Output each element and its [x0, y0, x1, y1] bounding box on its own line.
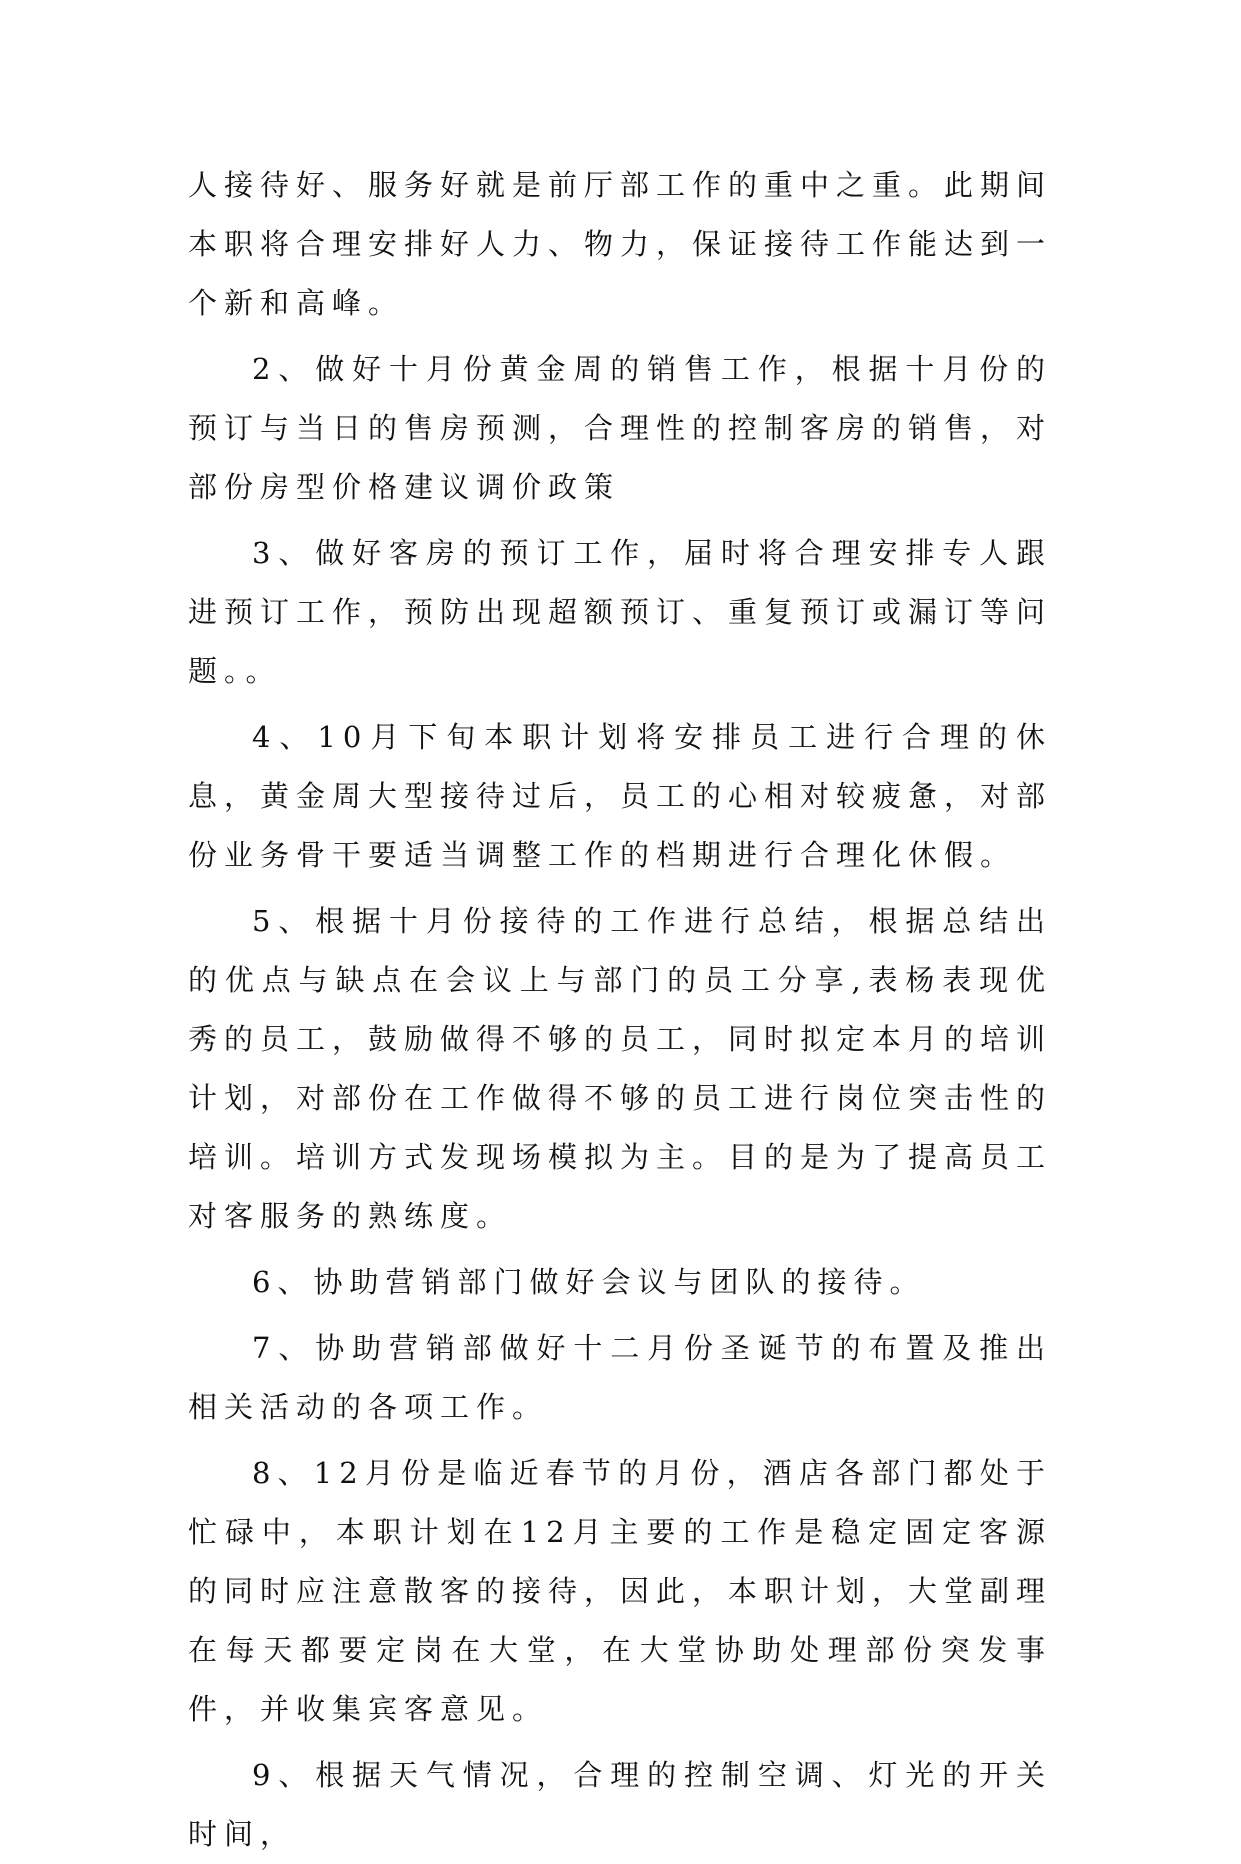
paragraph-continuation: 人接待好、服务好就是前厅部工作的重中之重。此期间本职将合理安排好人力、物力，保证接待工作能达到一个新和高峰。	[188, 168, 1053, 320]
paragraph-item-3: 3、做好客房的预订工作，届时将合理安排专人跟进预订工作，预防出现超额预订、重复预订或漏订等问题。。	[188, 536, 1053, 688]
paragraph-item-2: 2、做好十月份黄金周的销售工作，根据十月份的预订与当日的售房预测，合理性的控制客房的销售，对部份房型价格建议调价政策	[188, 352, 1053, 504]
paragraph-item-9: 9、根据天气情况，合理的控制空调、灯光的开关时间，	[188, 1758, 1052, 1851]
paragraph-item-7: 7、协助营销部做好十二月份圣诞节的布置及推出相关活动的各项工作。	[188, 1331, 1052, 1424]
document-body	[188, 156, 1052, 1864]
paragraph-item-4: 4、10月下旬本职计划将安排员工进行合理的休息，黄金周大型接待过后，员工的心相对较疲惫，对部份业务骨干要适当调整工作的档期进行合理化休假。	[188, 720, 1053, 872]
paragraph-item-5: 5、根据十月份接待的工作进行总结，根据总结出的优点与缺点在会议上与部门的员工分享,表杨表现优秀的员工，鼓励做得不够的员工，同时拟定本月的培训计划，对部份在工作做得不够的员工进行岗位突击性的培训。培训方式发现场模拟为主。目的是为了提高员工对客服务的熟练度。	[188, 904, 1053, 1233]
paragraph-item-8: 8、12月份是临近春节的月份，酒店各部门都处于忙碌中，本职计划在12月主要的工作是稳定固定客源的同时应注意散客的接待，因此，本职计划，大堂副理在每天都要定岗在大堂，在大堂协助处理部份突发事件，并收集宾客意见。	[188, 1456, 1053, 1726]
paragraph-item-6: 6、协助营销部门做好会议与团队的接待。	[252, 1265, 926, 1299]
